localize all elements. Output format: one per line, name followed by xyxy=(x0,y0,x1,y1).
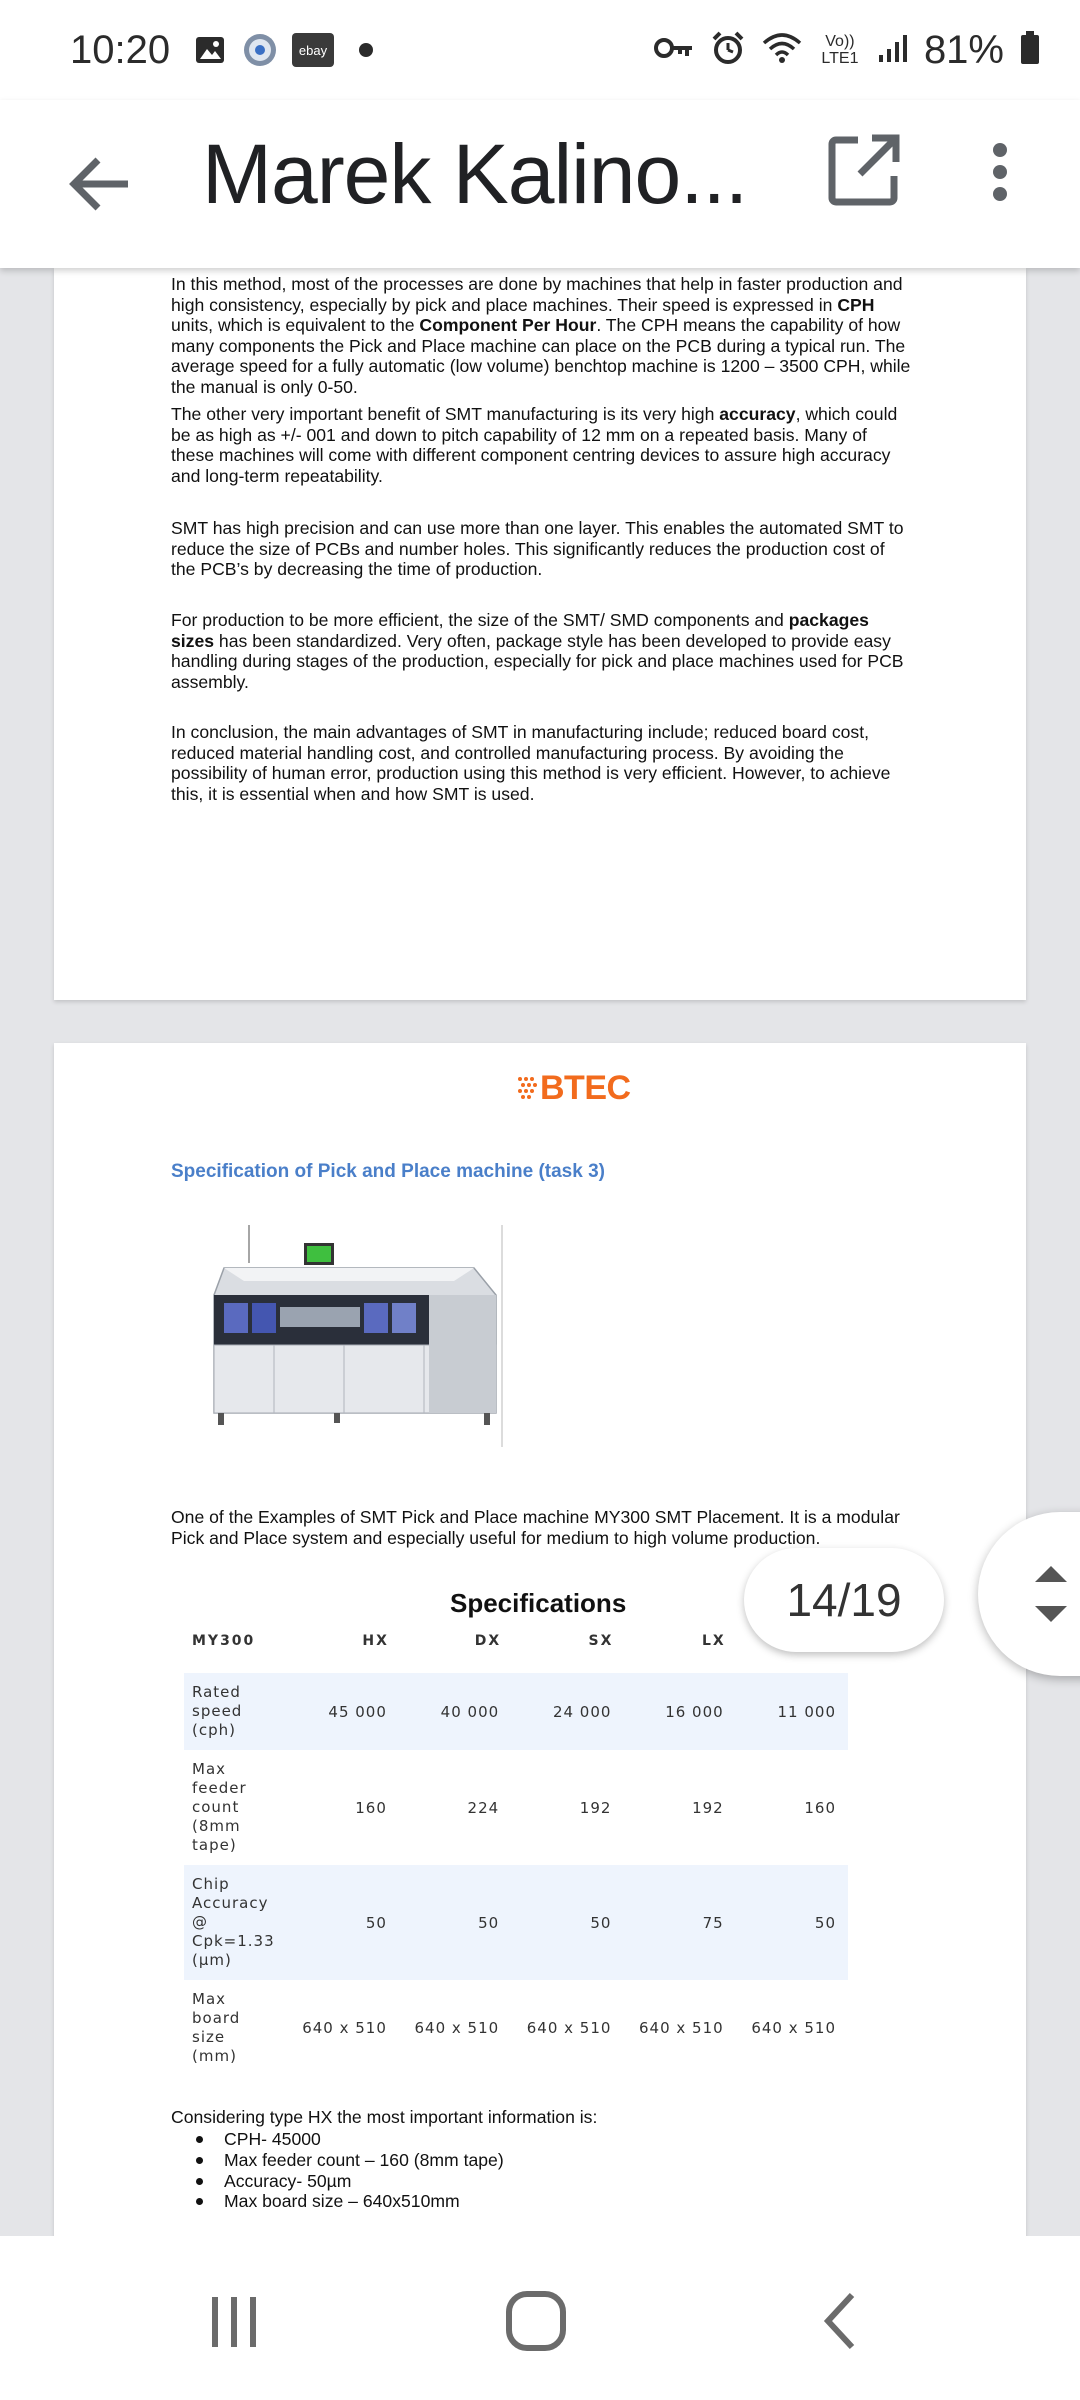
back-button[interactable] xyxy=(60,144,140,224)
list-item: Max board size – 640x510mm xyxy=(194,2191,504,2212)
paragraph-cph xyxy=(171,274,911,397)
specifications-title: Specifications xyxy=(450,1588,627,1618)
table-cell: 50 xyxy=(399,1865,511,1980)
btec-logo xyxy=(516,1069,631,1108)
table-cell: 75 xyxy=(623,1865,735,1980)
list-item: Max feeder count – 160 (8mm tape) xyxy=(194,2150,504,2171)
table-row xyxy=(184,1865,848,1980)
table-header: MY300 xyxy=(192,1633,256,1649)
considering-text: Considering type HX the most important information is: xyxy=(171,2107,598,2127)
table-header: SX xyxy=(588,1633,614,1649)
nav-back-button[interactable] xyxy=(800,2286,880,2356)
table-header: DX xyxy=(474,1633,502,1649)
table-cell: 192 xyxy=(692,1798,724,1817)
text-run: , which could be as high as +/- 001 and down to pitch capability of 12 mm on a repeated basis. Many of these machines will come with different component centring devices to assure high accuracy and long-term repeatability. xyxy=(171,404,898,486)
scroll-up-down-icon xyxy=(1031,1562,1071,1626)
table-row-label: Rated speed (cph) xyxy=(184,1673,287,1750)
status-right xyxy=(654,28,1040,73)
text-run: SMT has high precision and can use more than one layer. This enables the automated SMT to reduce the size of PCBs and number holes. This significantly reduces the production cost of the PCB’s by decreasing the time of production. xyxy=(171,518,904,579)
wifi-icon xyxy=(762,31,802,70)
document-title: Marek Kalino... xyxy=(202,127,748,221)
open-in-new-icon xyxy=(826,132,902,208)
table-row-label: Max feeder count (8mm tape) xyxy=(192,1760,247,1854)
open-in-new-button[interactable] xyxy=(826,132,902,208)
table-header: HX xyxy=(362,1633,389,1649)
recent-apps-button[interactable] xyxy=(194,2286,274,2356)
table-cell: 640 x 510 xyxy=(414,2019,500,2037)
chevron-left-icon xyxy=(820,2291,860,2351)
table-cell: 640 x 510 xyxy=(302,2019,387,2037)
btec-logo-text: BTEC xyxy=(540,1069,631,1107)
table-cell: 40 000 xyxy=(399,1673,511,1750)
battery-percent: 81% xyxy=(923,27,1004,72)
table-header-row xyxy=(184,1625,848,1663)
table-cell: 16 000 xyxy=(623,1673,735,1750)
settings-app-icon xyxy=(242,32,278,68)
list-item: CPH- 45000 xyxy=(194,2129,504,2150)
home-icon xyxy=(504,2289,568,2353)
paragraph-conclusion xyxy=(171,722,911,804)
more-vert-icon xyxy=(980,132,1020,212)
signal-icon xyxy=(878,33,908,68)
paragraph-packages xyxy=(171,610,911,692)
text-run: . The CPH means the capability of how many components the Pick and Place machine can place on the PCB during a typical run. The average speed for a fully automatic (low volume) benchtop machine is 1200 – 3500 CPH, while the manual is only 0-50. xyxy=(171,315,911,397)
svg-text:ebay: ebay xyxy=(299,43,328,58)
text-run: units, which is equivalent to the xyxy=(171,315,420,335)
paragraph-accuracy xyxy=(171,404,911,486)
alarm-icon xyxy=(710,30,746,71)
bold-term: packages sizes xyxy=(171,610,869,651)
hx-summary-list xyxy=(194,2129,504,2212)
notification-dot-icon xyxy=(348,32,384,68)
app-bar xyxy=(0,100,1080,268)
paragraph-precision xyxy=(171,518,911,580)
btec-dots-icon xyxy=(516,1074,538,1104)
network-label: Vo)) LTE1 xyxy=(821,33,859,67)
table-cell: 24 000 xyxy=(511,1673,623,1750)
table-cell: 640 x 510 xyxy=(526,2019,612,2037)
system-nav-bar xyxy=(0,2236,1080,2400)
bold-term: accuracy xyxy=(719,404,796,424)
table-row-label: Max board size (mm) xyxy=(192,1990,241,2065)
vpn-key-icon xyxy=(654,34,694,67)
table-cell: 160 xyxy=(804,1798,836,1817)
status-bar xyxy=(0,0,1080,100)
table-row xyxy=(184,1673,848,1750)
table-cell: 640 x 510 xyxy=(639,2019,724,2037)
table-cell: 11 000 xyxy=(736,1673,848,1750)
machine-intro: One of the Examples of SMT Pick and Place machine MY300 SMT Placement. It is a modular Pick and Place system and especially useful for medium to high volume production. xyxy=(171,1507,900,1548)
bold-term: Component Per Hour xyxy=(419,315,597,335)
table-cell: 50 xyxy=(287,1865,399,1980)
table-cell: 45 000 xyxy=(287,1673,399,1750)
table-cell: 192 xyxy=(579,1798,612,1817)
text-run: In this method, most of the processes are done by machines that help in faster production and high consistency, especially by pick and place machines. Their speed is expressed in xyxy=(171,274,903,315)
table-cell: 640 x 510 xyxy=(751,2019,836,2037)
table-row xyxy=(184,1980,848,2076)
bold-term: CPH xyxy=(837,294,875,315)
document-page-13 xyxy=(54,268,1026,1000)
pick-and-place-machine-image xyxy=(204,1223,504,1453)
table-cell: 160 xyxy=(355,1798,387,1817)
home-button[interactable] xyxy=(496,2286,576,2356)
table-row-label: Chip Accuracy @ Cpk=1.33 (µm) xyxy=(184,1865,287,1980)
gallery-icon xyxy=(192,32,228,68)
image-border xyxy=(501,1225,503,1447)
text-run: In conclusion, the main advantages of SMT in manufacturing include; reduced board cost, reduced material handling cost, and controlled manufacturing process. By avoiding the possibility of human error, production using this method is very efficient. However, to achieve this, it is essential when and how SMT is used. xyxy=(171,722,891,804)
table-row xyxy=(184,1750,848,1865)
specifications-table xyxy=(184,1625,848,2076)
text-run: For production to be more efficient, the size of the SMT/ SMD components and xyxy=(171,610,789,630)
page-counter: 14/19 xyxy=(744,1548,944,1652)
list-item: Accuracy- 50µm xyxy=(194,2171,504,2192)
spec-heading: Specification of Pick and Place machine (task 3) xyxy=(171,1161,605,1182)
text-run: has been standardized. Very often, package style has been developed to provide easy handling during stages of the production, especially for pick and place machines used for PCB assembly. xyxy=(171,630,904,692)
text-run: The other very important benefit of SMT manufacturing is its very high xyxy=(171,404,720,424)
table-header: LX xyxy=(701,1633,726,1649)
recent-apps-icon xyxy=(206,2291,262,2351)
battery-icon xyxy=(1020,31,1040,70)
table-cell: 224 xyxy=(467,1798,500,1817)
arrow-left-icon xyxy=(68,156,132,212)
status-time: 10:20 xyxy=(70,27,171,72)
more-options-button[interactable] xyxy=(980,132,1020,212)
ebay-app-icon xyxy=(292,32,334,68)
table-cell: 50 xyxy=(511,1865,623,1980)
table-cell: 50 xyxy=(736,1865,848,1980)
